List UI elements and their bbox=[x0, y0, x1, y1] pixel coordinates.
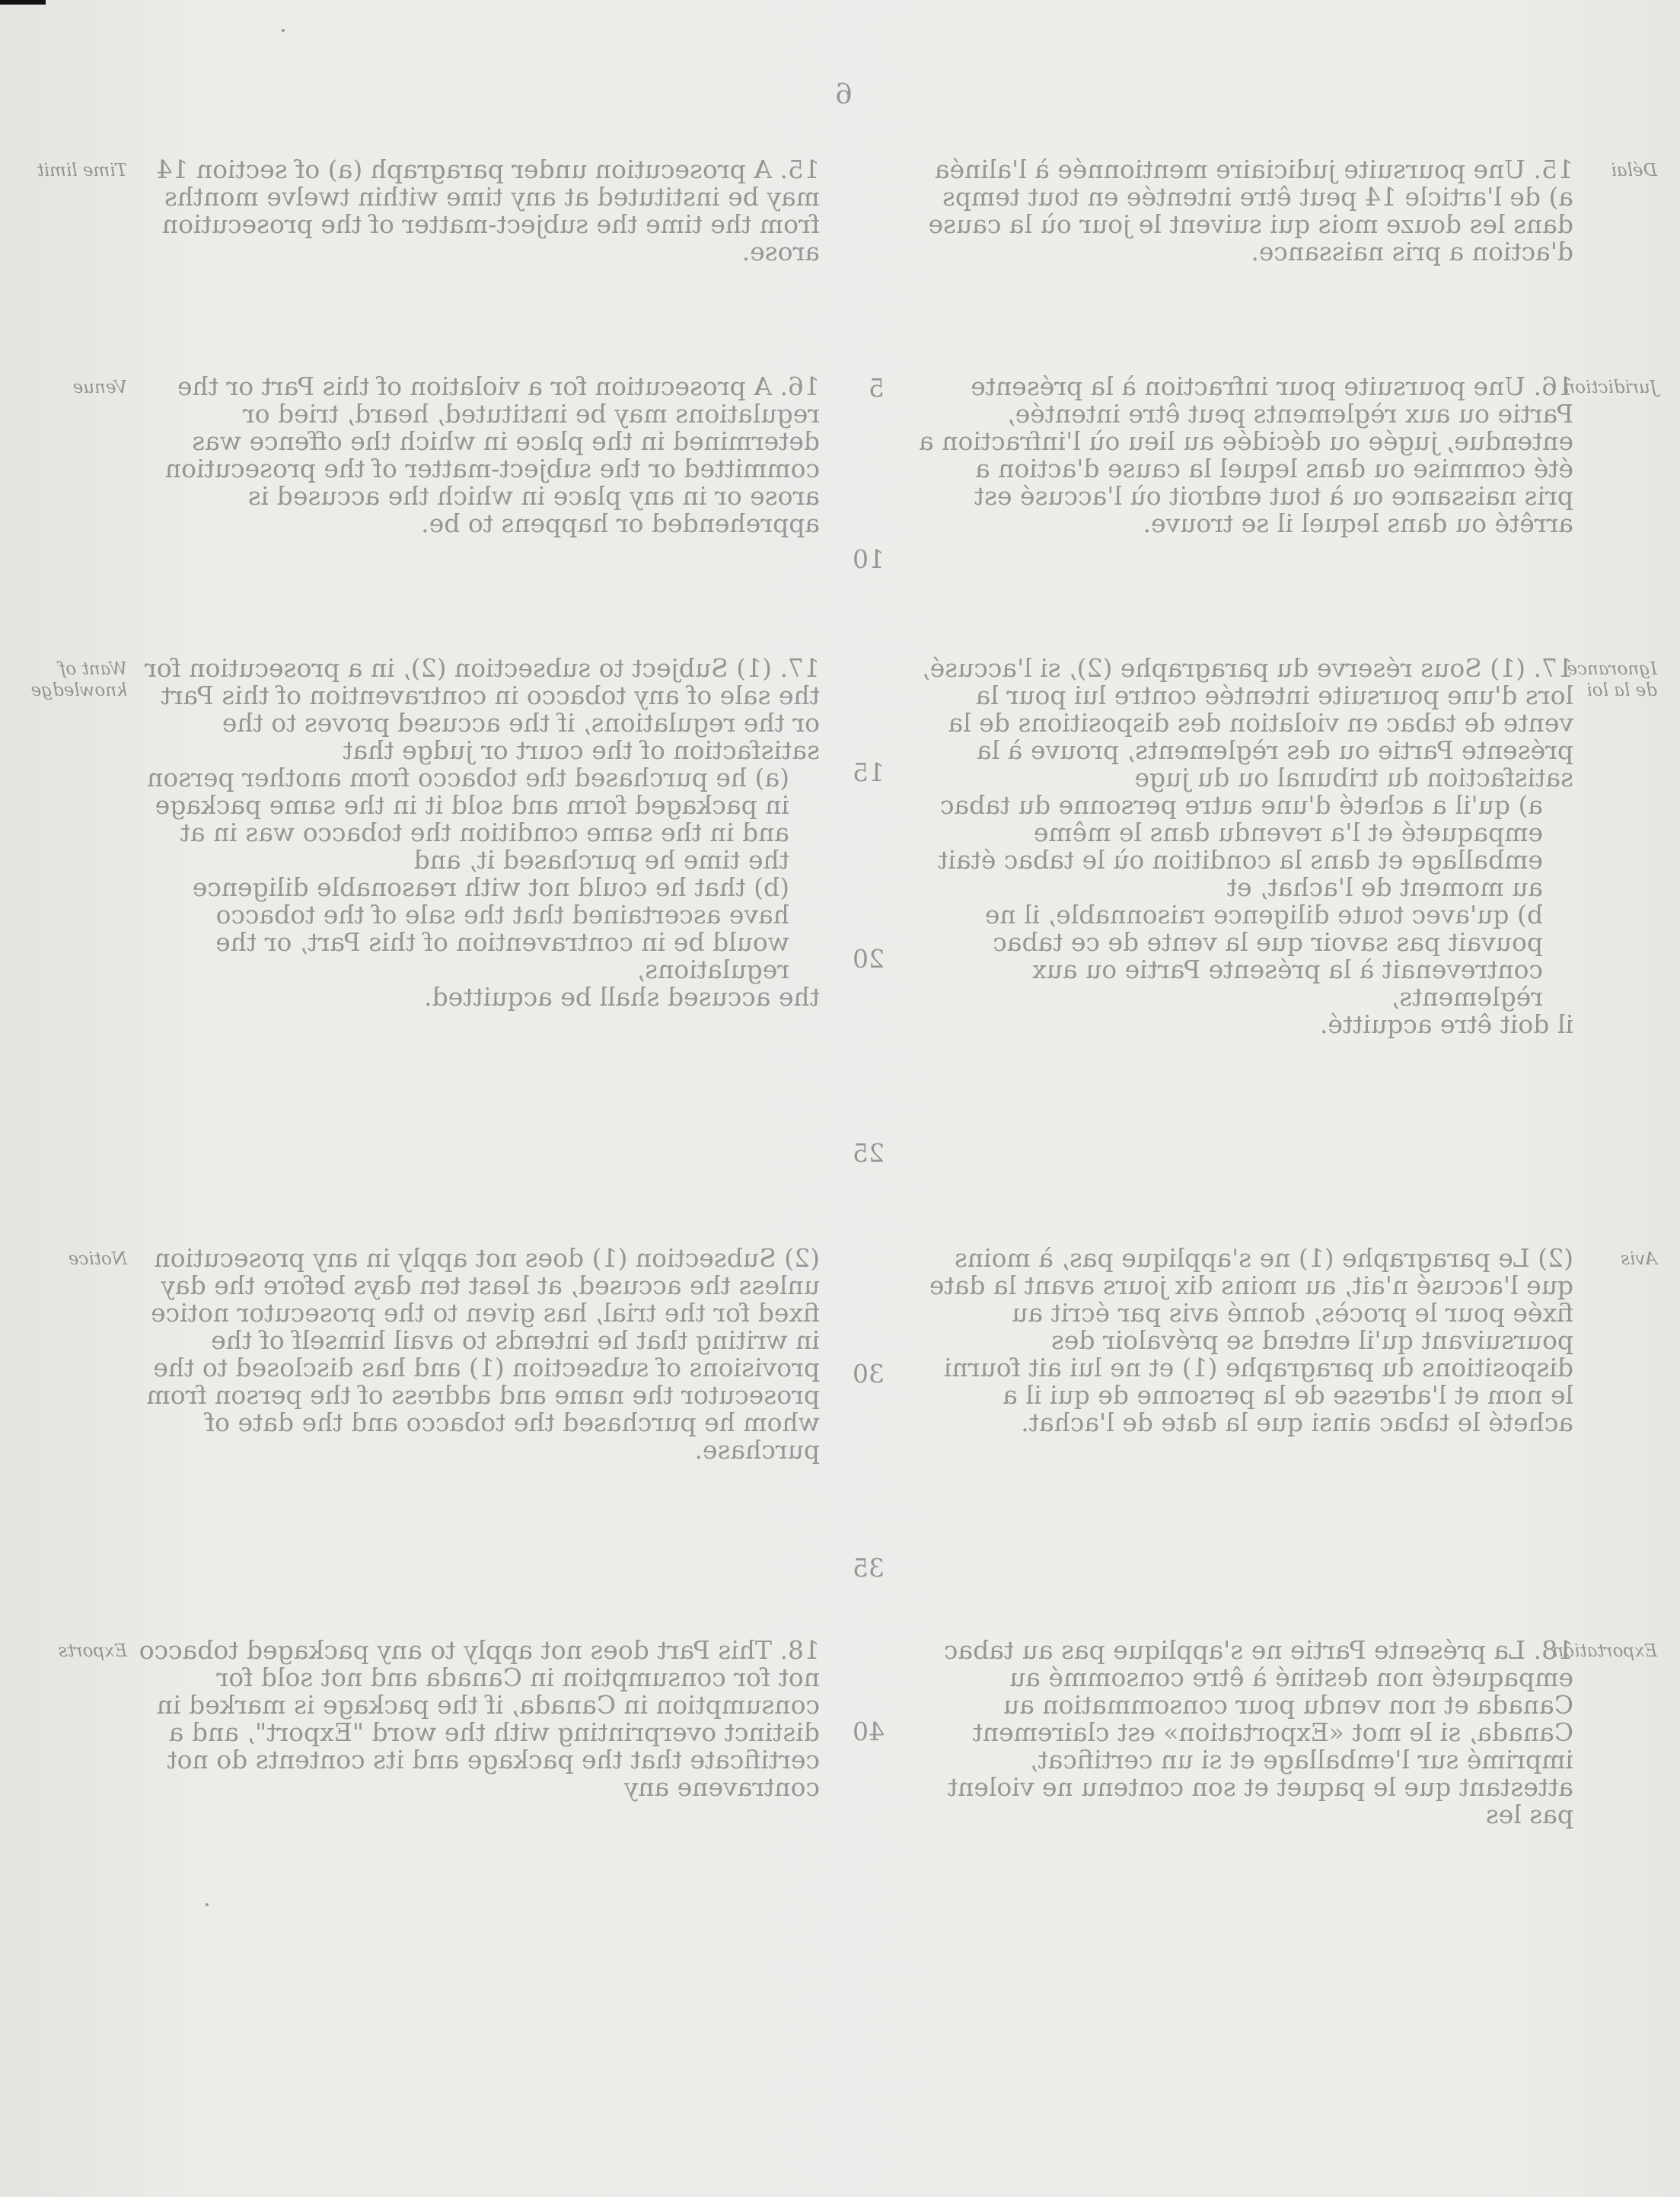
fr-section-15: 15. Une poursuite judiciaire mentionnée à l'alinéa a) de l'article 14 peut être intentée en tout temps dans les douze mois qui suivent le jour où la cause d'action a pris naissance. bbox=[928, 155, 1573, 266]
margin-note-delai: Délai bbox=[1611, 161, 1657, 180]
margin-note-ignorance: Ignorance de la loi bbox=[1567, 659, 1657, 700]
fr-section-17-2: (2) Le paragraphe (1) ne s'applique pas, à moins que l'accusé n'ait, au moins dix jours avant la date fixée pour le procès, donné avis par écrit au poursuivant qu'il entend se prévaloir des dispositions du paragraphe (1) et ne lui ait fourni le nom et l'adresse de la personne de qui il a acheté le tabac ainsi que la date de l'achat. bbox=[929, 1243, 1573, 1437]
line-number: 10 bbox=[853, 544, 885, 574]
en-section-18: 18. This Part does not apply to any packaged tobacco not for consumption in Canada and not sold for consumption in Canada, if the package is marked in distinct overprinting with the word "Export", and a certificate that the package and its contents do not contravene any bbox=[139, 1635, 820, 1802]
fr-section-17-1: 17. (1) Sous réserve du paragraphe (2), si l'accusé, lors d'une poursuite intentée contre lui pour la vente de tabac en violation des dispositions de la présente Partie ou des règlements, prouve à la satisfaction du tribunal ou du juge a) qu'il a acheté d'une autre personne du tabac empaqueté et l'a revendu dans le même emballage et dans la condition où le tabac était au moment de l'achat, et b) qu'avec toute diligence raisonnable, il ne pouvait pas savoir que la vente de ce tabac contrevenait à la présente Partie ou aux règlements, il doit être acquitté. bbox=[922, 653, 1573, 1039]
line-number: 35 bbox=[853, 1553, 885, 1583]
line-number: 20 bbox=[853, 944, 885, 974]
fr-section-18: 18. La présente Partie ne s'applique pas au tabac empaqueté non destiné à être consommé au Canada et non vendu pour consommation au Canada, si le mot «Exportation» est clairement imprimé sur l'emballage et si un certificat, attestant que le paquet et son contenu ne violent pas les bbox=[943, 1635, 1573, 1829]
margin-note-exportation: Exportation bbox=[1552, 1641, 1657, 1661]
line-number: 40 bbox=[853, 1717, 885, 1746]
margin-note-avis: Avis bbox=[1621, 1249, 1657, 1269]
page-number: 6 bbox=[835, 79, 853, 110]
en-section-15: 15. A prosecution under paragraph (a) of section 14 may be instituted at any time within twelve months from the time the subject-matter of the prosecution arose. bbox=[156, 155, 820, 266]
fr-section-16: 16. Une poursuite pour infraction à la présente Partie ou aux règlements peut être intentée, entendue, jugée ou décidée au lieu où l'infraction a été commise ou dans lequel la cause d'action a pris naissance ou à tout endroit où l'accusé est arrêté ou dans lequel il se trouve. bbox=[919, 371, 1573, 538]
en-section-17-1: 17. (1) Subject to subsection (2), in a prosecution for the sale of any tobacco in contravention of this Part or the regulations, if the accused proves to the satisfaction of the court or judge that (a) he purchased the tobacco from another person in packaged form and sold it in the same package and in the same condition the tobacco was in at the time he purchased it, and (b) that he could not with reasonable diligence have ascertained that the sale of the tobacco would be in contravention of this Part, or the regulations, the accused shall be acquitted. bbox=[145, 653, 820, 1012]
en-section-16: 16. A prosecution for a violation of this Part or the regulations may be instituted, heard, tried or determined in the place in which the offence was committed or the subject-matter of the prosecution arose or in any place in which the accused is apprehended or happens to be. bbox=[164, 371, 820, 538]
line-number: 15 bbox=[853, 757, 885, 787]
line-number: 30 bbox=[853, 1359, 885, 1389]
line-number: 5 bbox=[869, 373, 885, 403]
margin-note-time-limit: Time limit bbox=[37, 161, 127, 180]
margin-note-venue: Venue bbox=[72, 378, 127, 397]
margin-note-want-of-knowledge: Want of knowledge bbox=[30, 659, 127, 700]
margin-note-juridiction: Juridiction bbox=[1564, 378, 1657, 397]
margin-note-notice: Notice bbox=[68, 1249, 127, 1269]
en-section-17-2: (2) Subsection (1) does not apply in any prosecution unless the accused, at least ten days before the day fixed for the trial, has given to the prosecutor notice in writing that he intends to avail himself of the provisions of subsection (1) and has disclosed to the prosecutor the name and address of the person from whom he purchased the tobacco and the date of purchase. bbox=[146, 1243, 820, 1465]
margin-note-exports: Exports bbox=[58, 1641, 127, 1661]
line-number: 25 bbox=[853, 1138, 885, 1168]
